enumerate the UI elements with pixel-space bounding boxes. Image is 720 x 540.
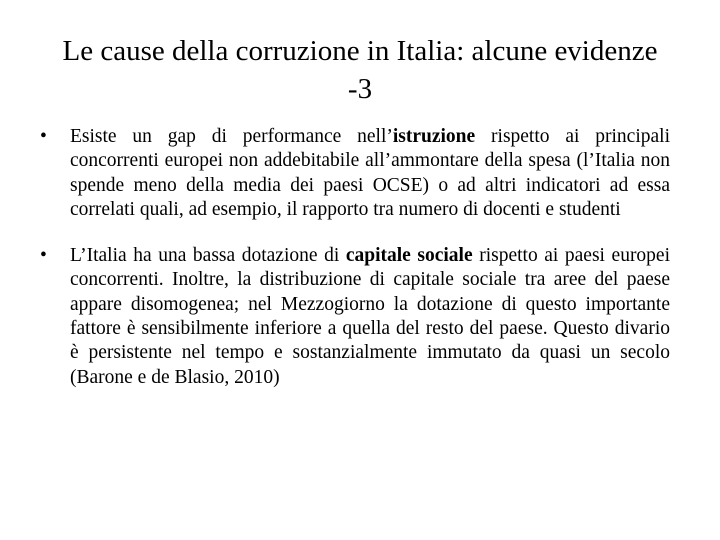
bullet-text-before: Esiste un gap di performance nell’ [70,126,393,147]
bullet-text-after: rispetto ai principali concorrenti europei non addebitabile all’ammontare della spesa (l’Italia non spende meno della media dei paesi OCSE) o ad altri indicatori ad essa correlati quali, ad esempio, il rapporto tra numero di docenti e studenti [70,126,670,220]
bullet-point-icon: • [40,126,47,147]
bullet-item-education [0,125,720,222]
bullet-text-before: L’Italia ha una bassa dotazione di [70,245,346,267]
bullet-text-after: rispetto ai paesi europei concorrenti. Inoltre, la distribuzione di capitale sociale tra aree del paese appare disomogenea; nel Mezzogiorno la dotazione di questo importante fattore è sensibilmente inferiore a quella del resto del paese. Questo divario è persistente nel tempo e sostanzialmente immutato da quasi un secolo (Barone e de Blasio, 2010) [70,245,671,388]
bullet-emphasis: capitale sociale [345,245,473,267]
bullet-point-icon: • [40,245,47,267]
slide-title: Le cause della corruzione in Italia: alcune evidenze -3 [62,35,658,105]
bullet-emphasis: istruzione [392,126,476,147]
bullet-item-social-capital [0,244,720,390]
bullet-list [0,125,720,412]
